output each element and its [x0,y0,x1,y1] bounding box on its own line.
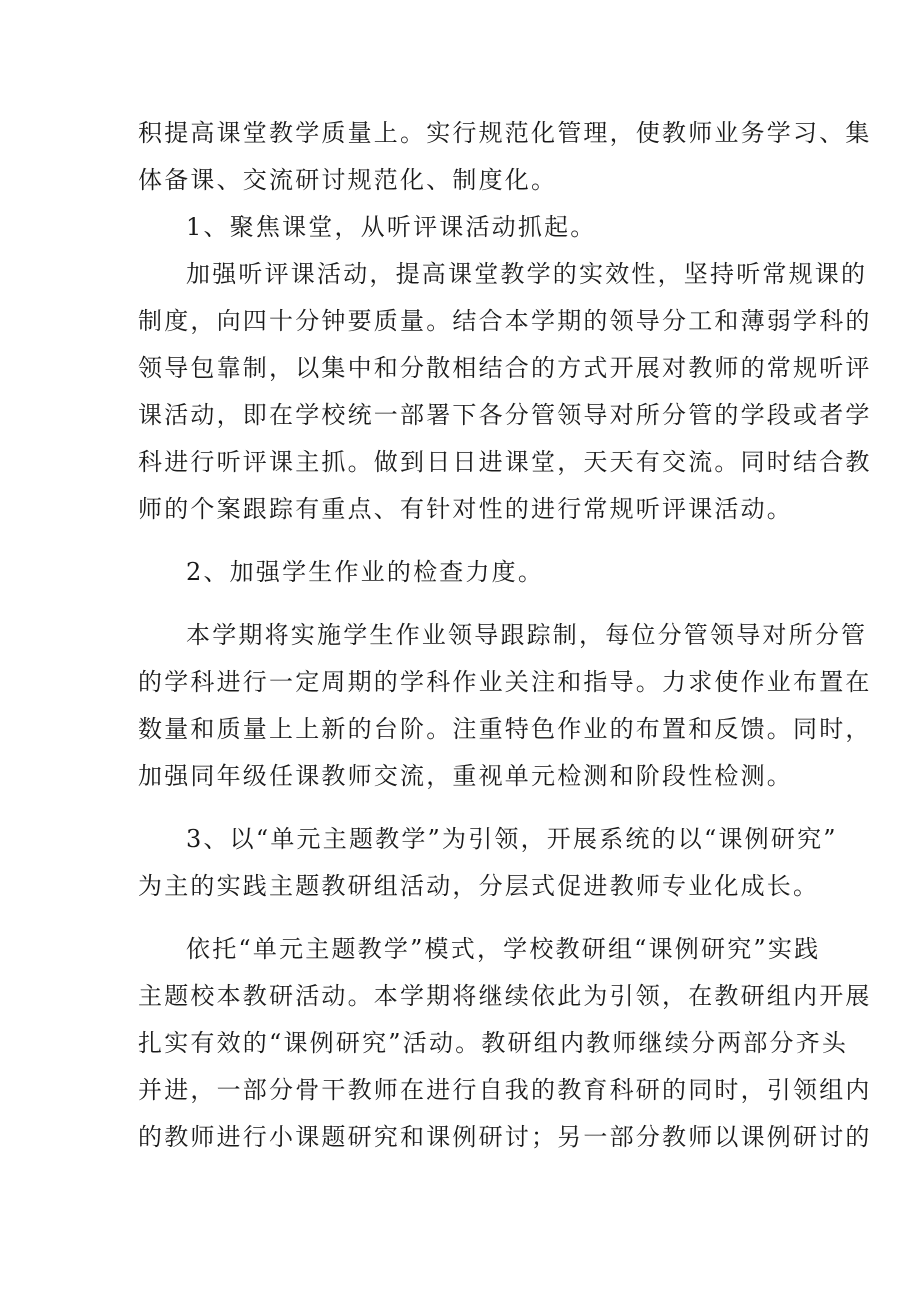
text-line: 课活动，即在学校统一部署下各分管领导对所分管的学段或者学 [138,401,872,429]
section-heading: 1、聚焦课堂，从听评课活动抓起。 [186,213,597,241]
text-line: 的学科进行一定周期的学科作业关注和指导。力求使作业布置在 [138,668,872,696]
text-line: 科进行听评课主抓。做到日日进课堂，天天有交流。同时结合教 [138,448,872,476]
text-line: 体备课、交流研讨规范化、制度化。 [138,166,558,194]
text-line: 数量和质量上上新的台阶。注重特色作业的布置和反馈。同时， [138,715,872,743]
text-line: 加强听评课活动，提高课堂教学的实效性，坚持听常规课的 [186,260,868,288]
text-line: 主题校本教研活动。本学期将继续依此为引领，在教研组内开展 [138,982,872,1010]
text-line: 并进，一部分骨干教师在进行自我的教育科研的同时，引领组内 [138,1076,872,1104]
text-line: 加强同年级任课教师交流，重视单元检测和阶段性检测。 [138,762,793,790]
section-heading: 2、加强学生作业的检查力度。 [186,558,545,586]
text-line: 师的个案跟踪有重点、有针对性的进行常规听评课活动。 [138,495,793,523]
text-line: 的教师进行小课题研究和课例研讨；另一部分教师以课例研讨的 [138,1123,872,1151]
text-line: 制度，向四十分钟要质量。结合本学期的领导分工和薄弱学科的 [138,307,872,335]
text-line: 领导包靠制，以集中和分散相结合的方式开展对教师的常规听评 [138,354,872,382]
section-heading-continued: 为主的实践主题教研组活动，分层式促进教师专业化成长。 [138,872,820,900]
text-line: 本学期将实施学生作业领导跟踪制，每位分管领导对所分管 [186,621,868,649]
text-line: 扎实有效的“课例研究”活动。教研组内教师继续分两部分齐头 [138,1029,849,1057]
text-line: 依托“单元主题教学”模式，学校教研组“课例研究”实践 [186,935,821,963]
text-line: 积提高课堂教学质量上。实行规范化管理，使教师业务学习、集 [138,119,872,147]
section-heading: 3、以“单元主题教学”为引领，开展系统的以“课例研究” [186,825,838,853]
